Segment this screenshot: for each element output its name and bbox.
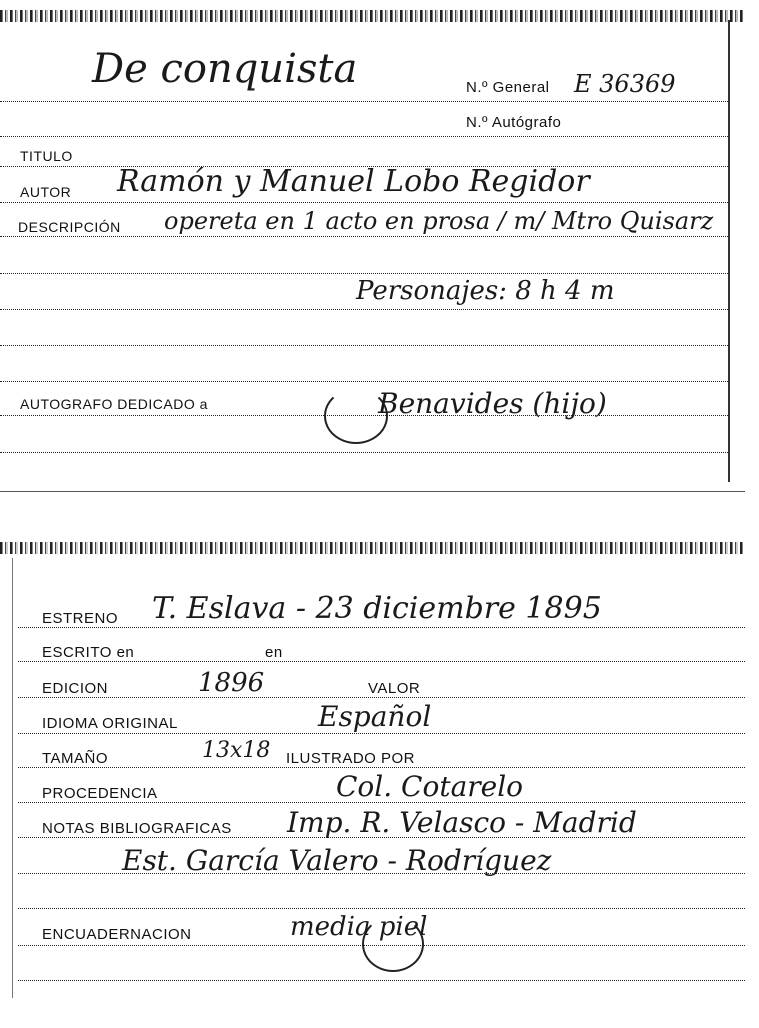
- procedencia-value: Col. Cotarelo: [336, 770, 524, 803]
- en-label: en: [265, 644, 283, 661]
- tamano-label: TAMAÑO: [42, 750, 109, 767]
- estreno-label: ESTRENO: [42, 610, 119, 627]
- dedicado-label: AUTOGRAFO DEDICADO a: [20, 396, 208, 412]
- edicion-value: 1896: [198, 668, 265, 698]
- card-bottom-edge: [0, 491, 745, 492]
- general-value: E 36369: [574, 70, 676, 98]
- notas-value-2: Est. García Valero - Rodríguez: [122, 844, 552, 877]
- autor-label: AUTOR: [20, 184, 72, 200]
- autor-value: Ramón y Manuel Lobo Regidor: [117, 164, 590, 199]
- encuadernacion-label: ENCUADERNACION: [42, 926, 192, 943]
- titulo-label: TITULO: [20, 148, 73, 164]
- ilustrado-label: ILUSTRADO POR: [286, 750, 416, 767]
- idioma-label: IDIOMA ORIGINAL: [42, 715, 178, 732]
- catalog-card-bottom: [0, 540, 745, 1020]
- idioma-value: Español: [318, 700, 432, 733]
- personajes-value: Personajes: 8 h 4 m: [356, 276, 615, 306]
- escrito-label: ESCRITO en: [42, 644, 135, 661]
- general-label: N.º General: [466, 79, 550, 96]
- notas-value-1: Imp. R. Velasco - Madrid: [287, 806, 637, 839]
- estreno-value: T. Eslava - 23 diciembre 1895: [152, 591, 602, 626]
- scan-noise-top: [0, 10, 745, 22]
- dedicado-value: Benavides (hijo): [378, 387, 607, 420]
- catalog-card-top: [0, 0, 745, 492]
- scan-noise-bottom: [0, 542, 745, 554]
- autografo-label: N.º Autógrafo: [466, 114, 562, 131]
- descripcion-value: opereta en 1 acto en prosa / m/ Mtro Quisarz: [164, 207, 714, 235]
- card-left-border: [12, 558, 13, 998]
- tamano-value: 13x18: [202, 738, 271, 763]
- heading-handwritten: De conquista: [92, 46, 358, 92]
- edicion-label: EDICION: [42, 680, 109, 697]
- descripcion-label: DESCRIPCIÓN: [18, 219, 121, 235]
- card-right-border: [728, 20, 730, 482]
- procedencia-label: PROCEDENCIA: [42, 785, 158, 802]
- notas-label: NOTAS BIBLIOGRAFICAS: [42, 820, 232, 837]
- encuadernacion-value: media piel: [290, 912, 428, 942]
- valor-label: VALOR: [368, 680, 421, 697]
